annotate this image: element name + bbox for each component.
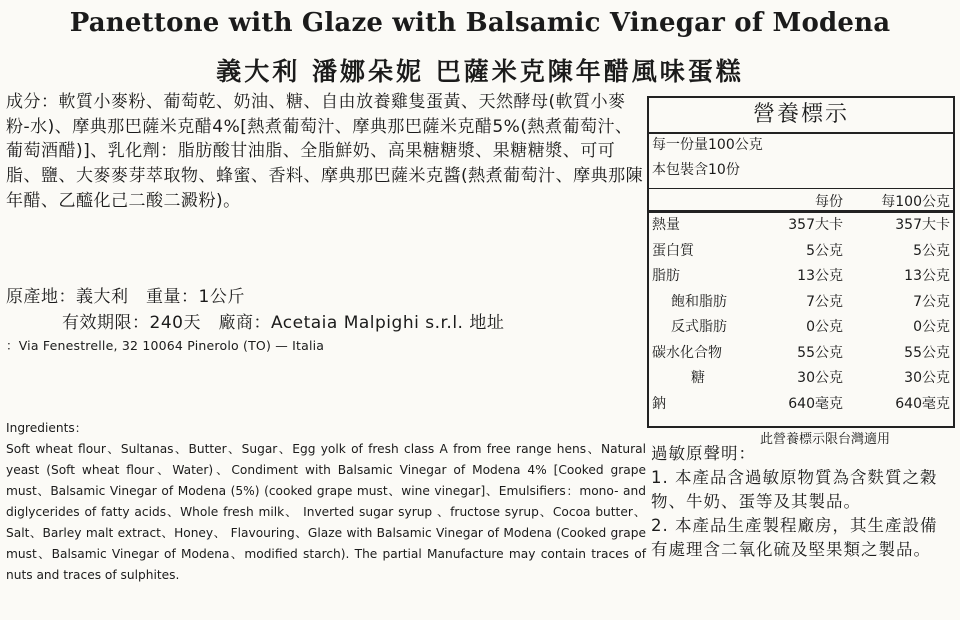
origin-weight-line: 原產地：義大利 重量：1公斤 <box>6 287 245 307</box>
nutrition-note: 此營養標示限台灣適用 <box>760 432 891 447</box>
servings-per-package: 本包裝含10份 <box>652 162 740 178</box>
value-per-serving: 640毫克 <box>788 395 843 412</box>
serving-size: 每一份量100公克 <box>652 137 763 153</box>
value-per-100g: 7公克 <box>913 293 950 310</box>
nutrient-label: 反式脂肪 <box>671 319 727 335</box>
value-per-serving: 0公克 <box>806 319 843 335</box>
value-per-100g: 357大卡 <box>895 217 950 233</box>
nutrition-header <box>649 188 953 211</box>
ingredients-zh: 成分：軟質小麥粉、葡萄乾、奶油、糖、自由放養雞隻蛋黃、天然酵母(軟質小麥粉-水)、摩典那巴薩米克醋4%[熱煮葡萄汁、摩典那巴薩米克醋5%(熱煮葡萄汁、葡萄酒醋)]、乳化劑：脂肪酸甘油脂、全脂鮮奶、高果糖糖漿、果糖糖漿、可可脂、鹽、大麥麥芽萃取物、蜂蜜、香料、摩典那巴薩米克醬(熱煮葡萄汁、摩典那陳年醋、乙醯化己二酸二澱粉)。 <box>6 92 644 211</box>
value-per-100g: 5公克 <box>913 242 950 259</box>
nutrient-label: 碳水化合物 <box>652 344 722 361</box>
nutrition-title: 營養標示 <box>649 98 953 134</box>
ingredients-en-label: Ingredients： <box>6 421 87 435</box>
nutrition-row-protein <box>649 239 953 265</box>
shelf-life-manufacturer-line: 有效期限：240天 廠商：Acetaia Malpighi s.r.l. 地址 <box>62 313 505 333</box>
value-per-100g: 640毫克 <box>895 395 950 412</box>
value-per-100g: 55公克 <box>904 344 950 361</box>
allergen-item-2: 2. 本產品生產製程廠房，其生產設備有處理含二氧化硫及堅果類之製品。 <box>651 516 938 559</box>
allergen-item-1: 1. 本產品含過敏原物質為含麩質之穀物、牛奶、蛋等及其製品。 <box>651 468 938 511</box>
nutrition-row-fat <box>649 264 953 290</box>
ingredients-en-block <box>6 418 646 586</box>
allergen-statement <box>651 442 953 562</box>
nutrition-row-carbohydrate <box>649 341 953 367</box>
nutrient-label: 脂肪 <box>652 268 680 284</box>
col-per-serving: 每份 <box>815 194 843 210</box>
value-per-serving: 55公克 <box>797 344 843 361</box>
value-per-serving: 30公克 <box>797 370 843 386</box>
value-per-100g: 30公克 <box>904 370 950 386</box>
value-per-100g: 13公克 <box>904 268 950 284</box>
nutrient-label: 鈉 <box>652 395 666 412</box>
col-per-100g: 每100公克 <box>881 194 950 210</box>
allergen-title: 過敏原聲明： <box>651 444 756 463</box>
ingredients-en: Soft wheat flour、Sultanas、Butter、Sugar、Egg yolk of fresh class A from free range hens、Natural yeast (Soft wheat flour、Water)、Condiment with Balsamic Vinegar of Modena 4% [Cooked grape must、Balsamic Vinegar of Modena (5%) (cooked grape must、wine vinegar]、Emulsifiers：mono- and diglycerides of fatty acids、Whole fresh milk、 Inverted sugar syrup 、fructose syrup、Cocoa butter、Salt、Barley malt extract、Honey、 Flavouring、Glaze with Balsamic Vinegar of Modena (Cooked grape must、Balsamic Vinegar of Modena、modified starch). The partial Manufacture may contain traces of nuts and traces of sulphites. <box>6 442 646 582</box>
value-per-serving: 13公克 <box>797 268 843 284</box>
nutrition-row-saturated-fat <box>649 290 953 316</box>
nutrient-label: 蛋白質 <box>652 242 694 259</box>
nutrition-row-sodium <box>649 392 953 418</box>
value-per-100g: 0公克 <box>913 319 950 335</box>
nutrient-label: 熱量 <box>652 217 680 233</box>
value-per-serving: 5公克 <box>806 242 843 259</box>
value-per-serving: 7公克 <box>806 293 843 310</box>
nutrition-row-trans-fat <box>649 315 953 341</box>
nutrition-table <box>647 96 955 428</box>
nutrient-label: 飽和脂肪 <box>671 293 727 310</box>
product-title-zh: 義大利 潘娜朵妮 巴薩米克陳年醋風味蛋糕 <box>216 57 744 86</box>
value-per-serving: 357大卡 <box>788 217 843 233</box>
product-title-en: Panettone with Glaze with Balsamic Vinegar of Modena <box>69 8 891 38</box>
manufacturer-address: ：Via Fenestrelle, 32 10064 Pinerolo (TO) — Italia <box>6 338 325 353</box>
nutrition-row-energy <box>649 213 953 239</box>
nutrient-label: 糖 <box>691 370 705 386</box>
nutrition-row-sugar <box>649 366 953 392</box>
